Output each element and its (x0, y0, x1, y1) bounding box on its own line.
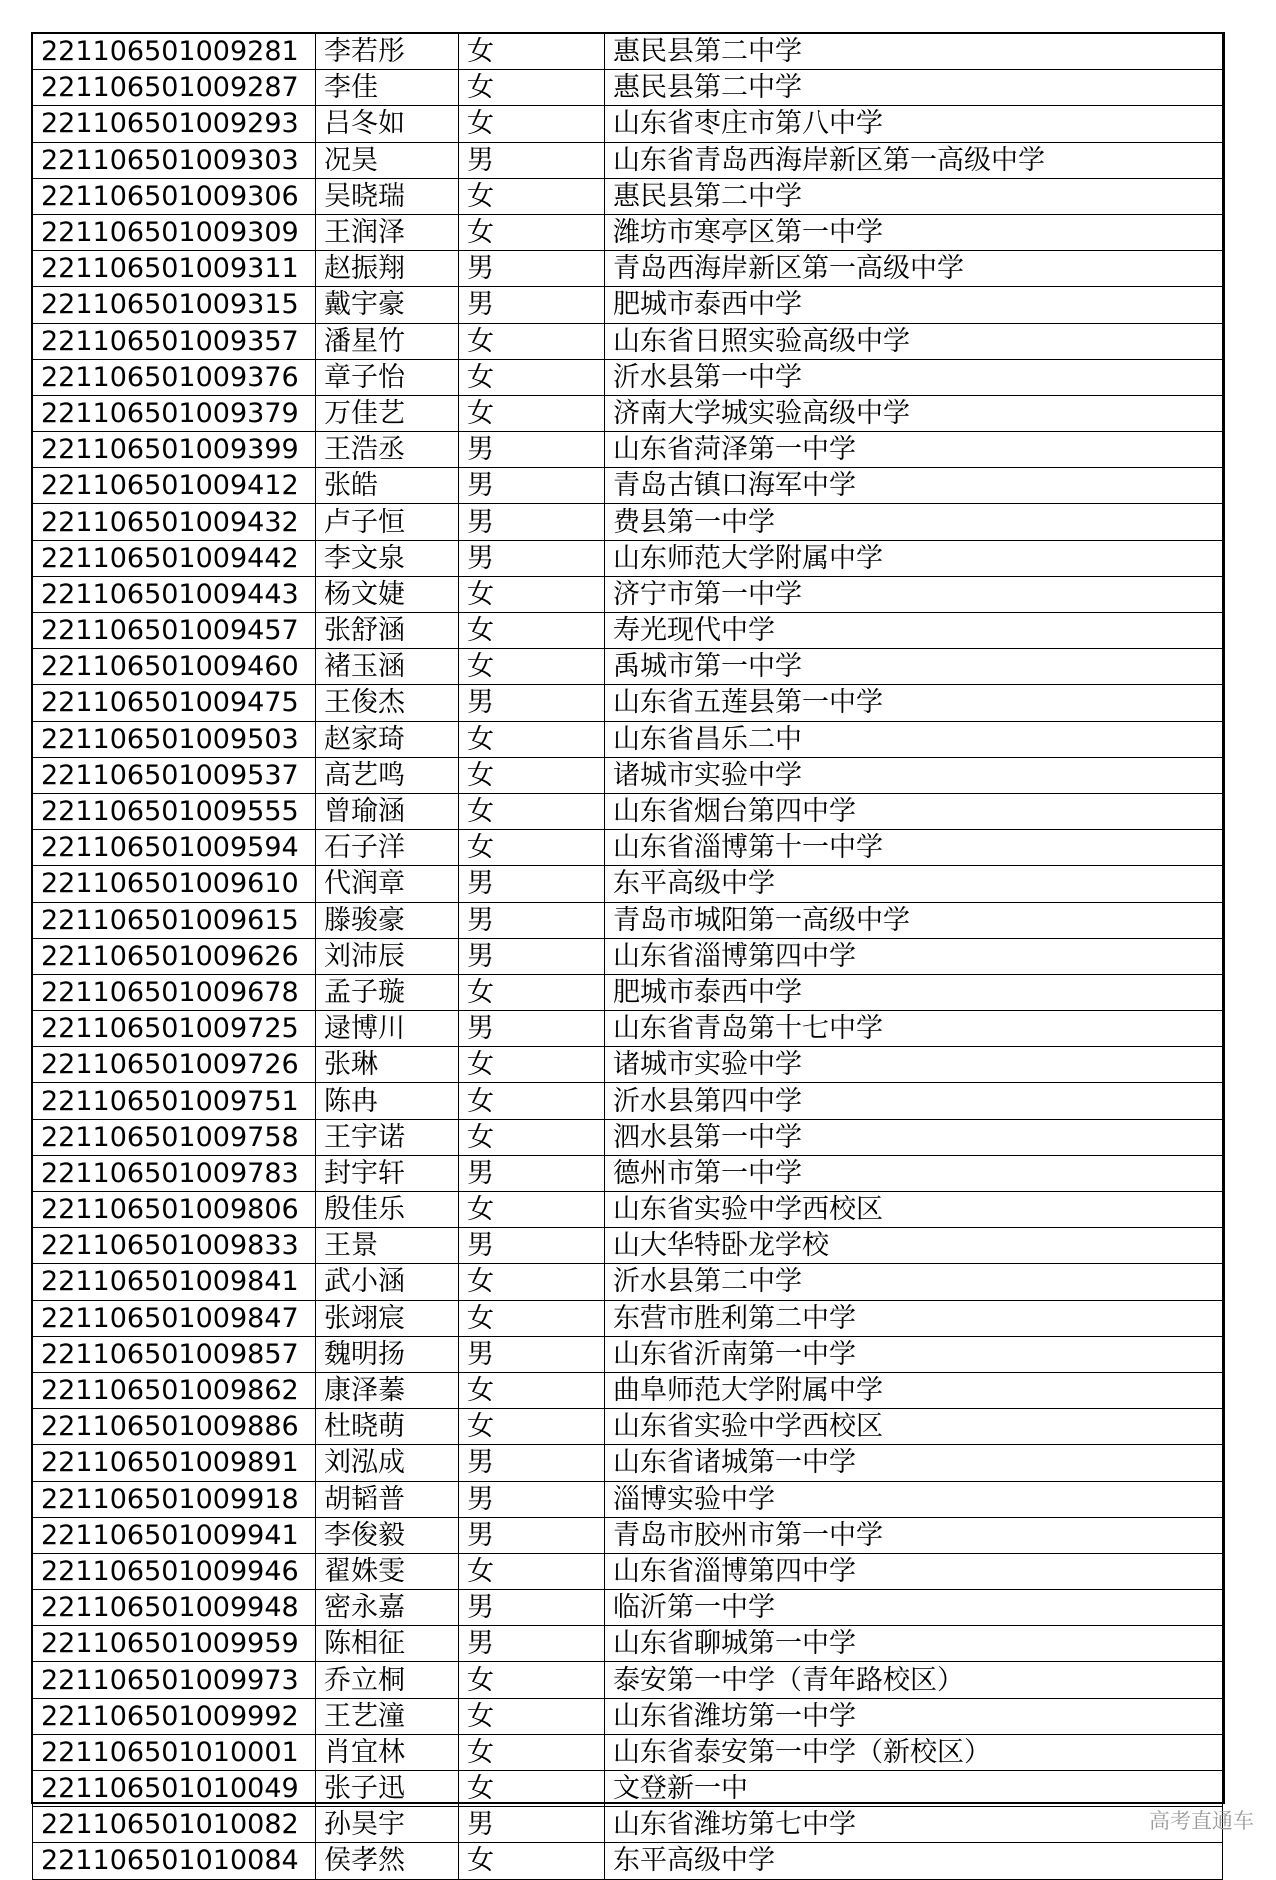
name-cell: 王润泽 (316, 214, 459, 250)
gender-cell: 女 (459, 178, 605, 214)
school-cell: 曲阜师范大学附属中学 (605, 1372, 1223, 1408)
gender-cell: 女 (459, 1047, 605, 1083)
gender-cell: 女 (459, 1083, 605, 1119)
exam-id-cell: 221106501009959 (33, 1626, 316, 1662)
exam-id-cell: 221106501009379 (33, 395, 316, 431)
school-cell: 山东省实验中学西校区 (605, 1192, 1223, 1228)
gender-cell: 女 (459, 649, 605, 685)
school-cell: 济南大学城实验高级中学 (605, 395, 1223, 431)
school-cell: 费县第一中学 (605, 504, 1223, 540)
exam-id-cell: 221106501009941 (33, 1517, 316, 1553)
school-cell: 山东省诸城第一中学 (605, 1445, 1223, 1481)
school-cell: 青岛市胶州市第一中学 (605, 1517, 1223, 1553)
gender-cell: 男 (459, 1336, 605, 1372)
school-cell: 山东省沂南第一中学 (605, 1336, 1223, 1372)
exam-id-cell: 221106501009615 (33, 902, 316, 938)
table-row (33, 1264, 1223, 1300)
name-cell: 李文泉 (316, 540, 459, 576)
table-row (33, 395, 1223, 431)
table-row (33, 649, 1223, 685)
exam-id-cell: 221106501009443 (33, 576, 316, 612)
name-cell: 曾瑜涵 (316, 793, 459, 829)
school-cell: 山东省枣庄市第八中学 (605, 106, 1223, 142)
exam-id-cell: 221106501009992 (33, 1698, 316, 1734)
exam-id-cell: 221106501009376 (33, 359, 316, 395)
name-cell: 李若彤 (316, 34, 459, 70)
table-row (33, 106, 1223, 142)
gender-cell: 女 (459, 793, 605, 829)
school-cell: 寿光现代中学 (605, 613, 1223, 649)
gender-cell: 男 (459, 287, 605, 323)
school-cell: 沂水县第一中学 (605, 359, 1223, 395)
gender-cell: 女 (459, 1553, 605, 1589)
exam-id-cell: 221106501009457 (33, 613, 316, 649)
exam-id-cell: 221106501009357 (33, 323, 316, 359)
roster-body (33, 34, 1223, 1880)
table-row (33, 468, 1223, 504)
name-cell: 章子怡 (316, 359, 459, 395)
table-row (33, 1843, 1223, 1879)
table-row (33, 938, 1223, 974)
table-row (33, 830, 1223, 866)
name-cell: 况昊 (316, 142, 459, 178)
gender-cell: 女 (459, 1192, 605, 1228)
exam-id-cell: 221106501009555 (33, 793, 316, 829)
exam-id-cell: 221106501009442 (33, 540, 316, 576)
school-cell: 淄博实验中学 (605, 1481, 1223, 1517)
name-cell: 封宇轩 (316, 1155, 459, 1191)
exam-id-cell: 221106501009287 (33, 70, 316, 106)
exam-id-cell: 221106501009399 (33, 432, 316, 468)
school-cell: 青岛古镇口海军中学 (605, 468, 1223, 504)
gender-cell: 女 (459, 395, 605, 431)
exam-id-cell: 221106501009918 (33, 1481, 316, 1517)
gender-cell: 男 (459, 1445, 605, 1481)
name-cell: 张子迅 (316, 1771, 459, 1807)
gender-cell: 男 (459, 1228, 605, 1264)
name-cell: 肖宜林 (316, 1734, 459, 1770)
school-cell: 山东师范大学附属中学 (605, 540, 1223, 576)
table-row (33, 866, 1223, 902)
gender-cell: 女 (459, 359, 605, 395)
gender-cell: 女 (459, 1409, 605, 1445)
school-cell: 济宁市第一中学 (605, 576, 1223, 612)
exam-id-cell: 221106501009833 (33, 1228, 316, 1264)
table-row (33, 1083, 1223, 1119)
school-cell: 惠民县第二中学 (605, 34, 1223, 70)
name-cell: 刘泓成 (316, 1445, 459, 1481)
name-cell: 逯博川 (316, 1011, 459, 1047)
gender-cell: 男 (459, 1011, 605, 1047)
table-row (33, 287, 1223, 323)
school-cell: 山东省青岛第十七中学 (605, 1011, 1223, 1047)
name-cell: 王俊杰 (316, 685, 459, 721)
table-row (33, 359, 1223, 395)
exam-id-cell: 221106501009862 (33, 1372, 316, 1408)
exam-id-cell: 221106501009857 (33, 1336, 316, 1372)
exam-id-cell: 221106501009594 (33, 830, 316, 866)
name-cell: 王艺潼 (316, 1698, 459, 1734)
table-row (33, 214, 1223, 250)
table-row (33, 721, 1223, 757)
school-cell: 诸城市实验中学 (605, 757, 1223, 793)
school-cell: 泗水县第一中学 (605, 1119, 1223, 1155)
table-row (33, 685, 1223, 721)
exam-id-cell: 221106501009783 (33, 1155, 316, 1191)
exam-id-cell: 221106501009309 (33, 214, 316, 250)
table-row (33, 1047, 1223, 1083)
name-cell: 滕骏豪 (316, 902, 459, 938)
name-cell: 殷佳乐 (316, 1192, 459, 1228)
school-cell: 青岛西海岸新区第一高级中学 (605, 251, 1223, 287)
school-cell: 东平高级中学 (605, 1843, 1223, 1879)
school-cell: 山东省淄博第十一中学 (605, 830, 1223, 866)
exam-id-cell: 221106501009948 (33, 1590, 316, 1626)
exam-id-cell: 221106501010084 (33, 1843, 316, 1879)
name-cell: 张舒涵 (316, 613, 459, 649)
gender-cell: 男 (459, 432, 605, 468)
gender-cell: 男 (459, 504, 605, 540)
exam-id-cell: 221106501009460 (33, 649, 316, 685)
school-cell: 山东省昌乐二中 (605, 721, 1223, 757)
table-row (33, 1336, 1223, 1372)
table-row (33, 576, 1223, 612)
gender-cell: 男 (459, 685, 605, 721)
gender-cell: 女 (459, 1300, 605, 1336)
name-cell: 石子洋 (316, 830, 459, 866)
name-cell: 潘星竹 (316, 323, 459, 359)
exam-id-cell: 221106501009841 (33, 1264, 316, 1300)
gender-cell: 女 (459, 1372, 605, 1408)
gender-cell: 男 (459, 251, 605, 287)
name-cell: 褚玉涵 (316, 649, 459, 685)
name-cell: 张翊宸 (316, 1300, 459, 1336)
table-row (33, 1372, 1223, 1408)
school-cell: 山东省潍坊第七中学 (605, 1807, 1223, 1843)
name-cell: 李佳 (316, 70, 459, 106)
gender-cell: 男 (459, 1807, 605, 1843)
table-row (33, 1698, 1223, 1734)
school-cell: 东平高级中学 (605, 866, 1223, 902)
table-row (33, 34, 1223, 70)
table-row (33, 432, 1223, 468)
roster-table (32, 33, 1223, 1880)
school-cell: 禹城市第一中学 (605, 649, 1223, 685)
school-cell: 山东省青岛西海岸新区第一高级中学 (605, 142, 1223, 178)
exam-id-cell: 221106501010049 (33, 1771, 316, 1807)
school-cell: 惠民县第二中学 (605, 70, 1223, 106)
name-cell: 王宇诺 (316, 1119, 459, 1155)
name-cell: 武小涵 (316, 1264, 459, 1300)
table-row (33, 142, 1223, 178)
exam-id-cell: 221106501009315 (33, 287, 316, 323)
exam-id-cell: 221106501009725 (33, 1011, 316, 1047)
table-row (33, 251, 1223, 287)
school-cell: 山东省潍坊第一中学 (605, 1698, 1223, 1734)
name-cell: 卢子恒 (316, 504, 459, 540)
school-cell: 山东省泰安第一中学（新校区） (605, 1734, 1223, 1770)
name-cell: 杨文婕 (316, 576, 459, 612)
table-row (33, 1807, 1223, 1843)
name-cell: 陈相征 (316, 1626, 459, 1662)
gender-cell: 女 (459, 214, 605, 250)
gender-cell: 男 (459, 468, 605, 504)
table-row (33, 540, 1223, 576)
gender-cell: 女 (459, 757, 605, 793)
exam-id-cell: 221106501009503 (33, 721, 316, 757)
gender-cell: 男 (459, 866, 605, 902)
name-cell: 侯孝然 (316, 1843, 459, 1879)
school-cell: 沂水县第二中学 (605, 1264, 1223, 1300)
gender-cell: 女 (459, 1734, 605, 1770)
school-cell: 山东省淄博第四中学 (605, 938, 1223, 974)
exam-id-cell: 221106501009311 (33, 251, 316, 287)
gender-cell: 女 (459, 34, 605, 70)
name-cell: 胡韬普 (316, 1481, 459, 1517)
exam-id-cell: 221106501009306 (33, 178, 316, 214)
name-cell: 赵家琦 (316, 721, 459, 757)
table-row (33, 613, 1223, 649)
gender-cell: 男 (459, 540, 605, 576)
table-row (33, 757, 1223, 793)
table-row (33, 1300, 1223, 1336)
table-row (33, 1228, 1223, 1264)
gender-cell: 女 (459, 974, 605, 1010)
gender-cell: 女 (459, 1264, 605, 1300)
exam-id-cell: 221106501009412 (33, 468, 316, 504)
table-row (33, 1119, 1223, 1155)
name-cell: 张琳 (316, 1047, 459, 1083)
school-cell: 德州市第一中学 (605, 1155, 1223, 1191)
gender-cell: 女 (459, 70, 605, 106)
name-cell: 王景 (316, 1228, 459, 1264)
school-cell: 肥城市泰西中学 (605, 287, 1223, 323)
gender-cell: 女 (459, 106, 605, 142)
exam-id-cell: 221106501009281 (33, 34, 316, 70)
name-cell: 王浩丞 (316, 432, 459, 468)
school-cell: 诸城市实验中学 (605, 1047, 1223, 1083)
exam-id-cell: 221106501009891 (33, 1445, 316, 1481)
school-cell: 沂水县第四中学 (605, 1083, 1223, 1119)
school-cell: 山东省菏泽第一中学 (605, 432, 1223, 468)
table-row (33, 1771, 1223, 1807)
school-cell: 山东省实验中学西校区 (605, 1409, 1223, 1445)
gender-cell: 女 (459, 1771, 605, 1807)
exam-id-cell: 221106501009726 (33, 1047, 316, 1083)
name-cell: 李俊毅 (316, 1517, 459, 1553)
gender-cell: 女 (459, 1843, 605, 1879)
exam-id-cell: 221106501009847 (33, 1300, 316, 1336)
name-cell: 翟姝雯 (316, 1553, 459, 1589)
gender-cell: 女 (459, 721, 605, 757)
exam-id-cell: 221106501009475 (33, 685, 316, 721)
table-row (33, 974, 1223, 1010)
name-cell: 密永嘉 (316, 1590, 459, 1626)
name-cell: 陈冉 (316, 1083, 459, 1119)
table-row (33, 1517, 1223, 1553)
name-cell: 乔立桐 (316, 1662, 459, 1698)
school-cell: 文登新一中 (605, 1771, 1223, 1807)
table-row (33, 1590, 1223, 1626)
table-row (33, 1553, 1223, 1589)
table-row (33, 1734, 1223, 1770)
table-row (33, 1409, 1223, 1445)
name-cell: 康泽蓁 (316, 1372, 459, 1408)
exam-id-cell: 221106501009678 (33, 974, 316, 1010)
school-cell: 山东省五莲县第一中学 (605, 685, 1223, 721)
name-cell: 刘沛辰 (316, 938, 459, 974)
table-row (33, 793, 1223, 829)
school-cell: 潍坊市寒亭区第一中学 (605, 214, 1223, 250)
gender-cell: 男 (459, 1517, 605, 1553)
name-cell: 孟子璇 (316, 974, 459, 1010)
watermark-text: 高考直通车 (1149, 1809, 1254, 1833)
name-cell: 杜晓萌 (316, 1409, 459, 1445)
school-cell: 临沂第一中学 (605, 1590, 1223, 1626)
exam-id-cell: 221106501009946 (33, 1553, 316, 1589)
gender-cell: 女 (459, 1662, 605, 1698)
table-row (33, 70, 1223, 106)
school-cell: 山东省烟台第四中学 (605, 793, 1223, 829)
gender-cell: 女 (459, 830, 605, 866)
name-cell: 赵振翔 (316, 251, 459, 287)
table-row (33, 178, 1223, 214)
gender-cell: 男 (459, 1481, 605, 1517)
name-cell: 戴宇豪 (316, 287, 459, 323)
school-cell: 山东省聊城第一中学 (605, 1626, 1223, 1662)
name-cell: 吴晓瑞 (316, 178, 459, 214)
exam-id-cell: 221106501009806 (33, 1192, 316, 1228)
exam-id-cell: 221106501009303 (33, 142, 316, 178)
school-cell: 泰安第一中学（青年路校区） (605, 1662, 1223, 1698)
school-cell: 惠民县第二中学 (605, 178, 1223, 214)
name-cell: 代润章 (316, 866, 459, 902)
name-cell: 万佳艺 (316, 395, 459, 431)
exam-id-cell: 221106501009537 (33, 757, 316, 793)
gender-cell: 男 (459, 1155, 605, 1191)
exam-id-cell: 221106501010001 (33, 1734, 316, 1770)
exam-id-cell: 221106501009610 (33, 866, 316, 902)
school-cell: 东营市胜利第二中学 (605, 1300, 1223, 1336)
table-row (33, 504, 1223, 540)
gender-cell: 男 (459, 902, 605, 938)
table-row (33, 1481, 1223, 1517)
exam-id-cell: 221106501009758 (33, 1119, 316, 1155)
name-cell: 吕冬如 (316, 106, 459, 142)
table-row (33, 1626, 1223, 1662)
table-row (33, 1662, 1223, 1698)
table-row (33, 323, 1223, 359)
table-row (33, 1011, 1223, 1047)
name-cell: 张皓 (316, 468, 459, 504)
name-cell: 魏明扬 (316, 1336, 459, 1372)
school-cell: 青岛市城阳第一高级中学 (605, 902, 1223, 938)
school-cell: 肥城市泰西中学 (605, 974, 1223, 1010)
gender-cell: 女 (459, 1119, 605, 1155)
table-row (33, 1192, 1223, 1228)
school-cell: 山大华特卧龙学校 (605, 1228, 1223, 1264)
exam-id-cell: 221106501010082 (33, 1807, 316, 1843)
name-cell: 孙昊宇 (316, 1807, 459, 1843)
gender-cell: 女 (459, 613, 605, 649)
table-row (33, 902, 1223, 938)
name-cell: 高艺鸣 (316, 757, 459, 793)
gender-cell: 男 (459, 1590, 605, 1626)
exam-id-cell: 221106501009432 (33, 504, 316, 540)
table-row (33, 1445, 1223, 1481)
table-row (33, 1155, 1223, 1191)
gender-cell: 女 (459, 576, 605, 612)
exam-id-cell: 221106501009751 (33, 1083, 316, 1119)
school-cell: 山东省日照实验高级中学 (605, 323, 1223, 359)
exam-id-cell: 221106501009973 (33, 1662, 316, 1698)
gender-cell: 男 (459, 938, 605, 974)
exam-id-cell: 221106501009886 (33, 1409, 316, 1445)
gender-cell: 男 (459, 1626, 605, 1662)
gender-cell: 女 (459, 323, 605, 359)
exam-id-cell: 221106501009293 (33, 106, 316, 142)
gender-cell: 女 (459, 1698, 605, 1734)
exam-id-cell: 221106501009626 (33, 938, 316, 974)
school-cell: 山东省淄博第四中学 (605, 1553, 1223, 1589)
gender-cell: 男 (459, 142, 605, 178)
